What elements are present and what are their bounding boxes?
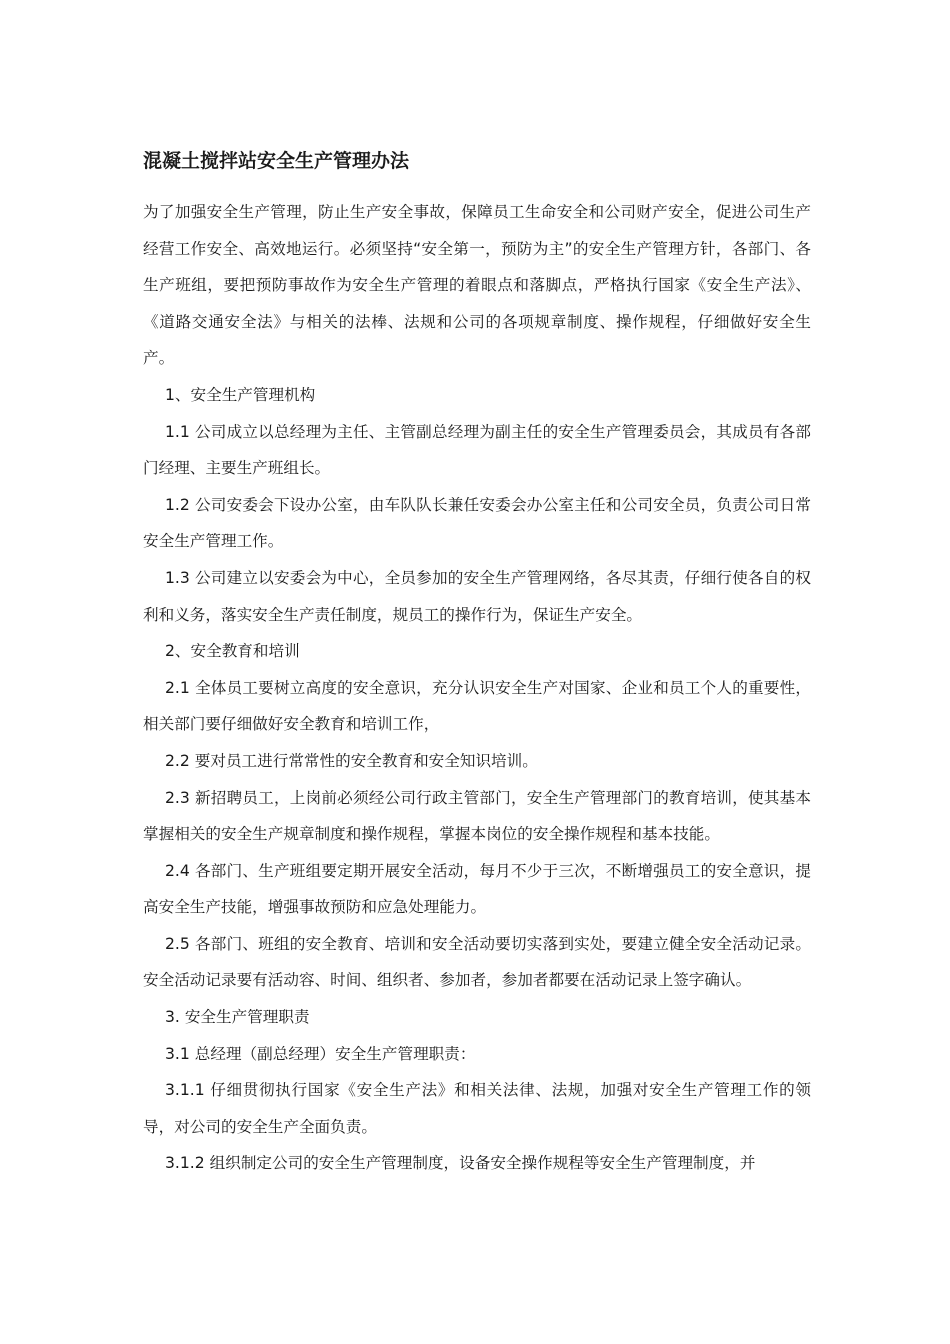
clause-3-1-1: 3.1.1 仔细贯彻执行国家《安全生产法》和相关法律、法规，加强对安全生产管理工作的领导，对公司的安全生产全面负责。 [143,1081,811,1136]
clause-1-1: 1.1 公司成立以总经理为主任、主管副总经理为副主任的安全生产管理委员会，其成员有各部门经理、主要生产班组长。 [143,422,811,478]
document-title: 混凝土搅拌站安全生产管理办法 [143,150,410,172]
clause-3-1-2: 3.1.2 组织制定公司的安全生产管理制度，设备安全操作规程等安全生产管理制度，并 [165,1154,756,1173]
section-heading-3: 3. 安全生产管理职责 [165,1008,310,1027]
clause-3-1: 3.1 总经理（副总经理）安全生产管理职责： [165,1044,476,1063]
clause-2-1: 2.1 全体员工要树立高度的安全意识，充分认识安全生产对国家、企业和员工个人的重要性，相关部门要仔细做好安全教育和培训工作， [143,678,811,734]
section-heading-1: 1、安全生产管理机构 [165,385,316,404]
clause-2-5: 2.5 各部门、班组的安全教育、培训和安全活动要切实落到实处，要建立健全安全活动记录。安全活动记录要有活动容、时间、组织者、参加者，参加者都要在活动记录上签字确认。 [143,934,811,990]
document-body [143,194,811,1182]
clause-1-2: 1.2 公司安委会下设办公室，由车队队长兼任安委会办公室主任和公司安全员，负责公司日常安全生产管理工作。 [143,495,811,551]
clause-2-4: 2.4 各部门、生产班组要定期开展安全活动，每月不少于三次，不断增强员工的安全意识，提高安全生产技能，增强事故预防和应急处理能力。 [143,861,811,917]
clause-2-3: 2.3 新招聘员工，上岗前必须经公司行政主管部门，安全生产管理部门的教育培训，使其基本掌握相关的安全生产规章制度和操作规程，掌握本岗位的安全操作规程和基本技能。 [143,788,811,844]
intro-paragraph: 为了加强安全生产管理，防止生产安全事故，保障员工生命安全和公司财产安全，促进公司生产经营工作安全、高效地运行。必须坚持“安全第一，预防为主”的安全生产管理方针，各部门、各生产班组，要把预防事故作为安全生产管理的着眼点和落脚点，严格执行国家《安全生产法》、《道路交通安全法》与相关的法棒、法规和公司的各项规章制度、操作规程，仔细做好安全生产。 [143,203,811,368]
section-heading-2: 2、安全教育和培训 [165,642,300,661]
clause-2-2: 2.2 要对员工进行常常性的安全教育和安全知识培训。 [165,751,538,770]
clause-1-3: 1.3 公司建立以安委会为中心，全员参加的安全生产管理网络，各尽其责，仔细行使各自的权利和义务，落实安全生产责任制度，规员工的操作行为，保证生产安全。 [143,568,811,624]
